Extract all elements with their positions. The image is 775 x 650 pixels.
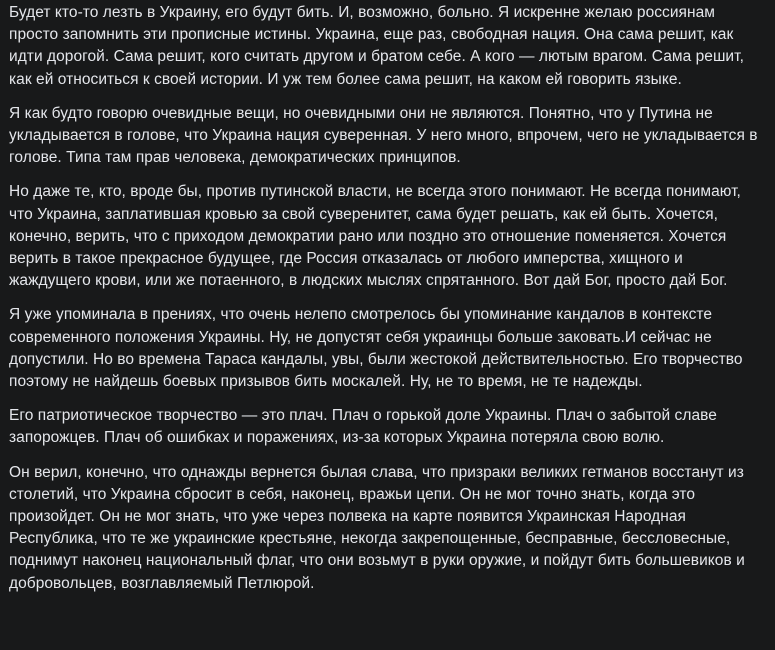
post-paragraph-1: Будет кто-то лезть в Украину, его будут бить. И, возможно, больно. Я искренне желаю россиянам просто запомнить эти прописные истины. Украина, еще раз, свободная нация. Она сама решит, как идти дорогой. Сама решит, кого считать другом и братом себе. А кого — лютым врагом. Сама решит, как ей относиться к своей истории. И уж тем более сама решит, на каком ей говорить языке. — [9, 4, 744, 88]
post-paragraph-6: Он верил, конечно, что однажды вернется былая слава, что призраки великих гетманов восстанут из столетий, что Украина сбросит в себя, наконец, вражьи цепи. Он не мог точно знать, когда это произойдет. Он не мог знать, что уже через полвека на карте появится Украинская Народная Республика, что те же украинские крестьяне, некогда закрепощенные, бесправные, бессловесные, поднимут наконец национальный флаг, что они возьмут в руки оружие, и пойдут бить большевиков и добровольцев, возглавляемый Петлюрой. — [9, 463, 745, 592]
post-paragraph-3: Но даже те, кто, вроде бы, против путинской власти, не всегда этого понимают. Не всегда понимают, что Украина, заплатившая кровью за свой суверенитет, сама будет решать, как ей быть. Хочется, конечно, верить, что с приходом демократии рано или поздно это отношение поменяется. Хочется верить в такое прекрасное будущее, где Россия отказалась от любого имперства, хищного и жаждущего крови, или же потаенного, в людских мыслях спрятанного. Вот дай Бог, просто дай Бог. — [9, 183, 741, 290]
post-paragraph-2: Я как будто говорю очевидные вещи, но очевидными они не являются. Понятно, что у Путина не укладывается в голове, что Украина нация суверенная. У него много, впрочем, чего не укладывается в голове. Типа там прав человека, демократических принципов. — [9, 104, 758, 167]
post-paragraph-4: Я уже упоминала в прениях, что очень нелепо смотрелось бы упоминание кандалов в контексте современного положения Украины. Ну, не допустят себя украинцы больше заковать.И сейчас не допустили. Но во времена Тараса кандалы, увы, были жестокой действительностью. Его творчество поэтому не найдешь боевых призывов бить москалей. Ну, не то время, не те надежды. — [9, 306, 743, 391]
post-paragraph-5: Его патриотическое творчество — это плач. Плач о горькой доле Украины. Плач о забытой славе запорожцев. Плач об ошибках и поражениях, из-за которых Украина потеряла свою волю. — [9, 407, 717, 447]
